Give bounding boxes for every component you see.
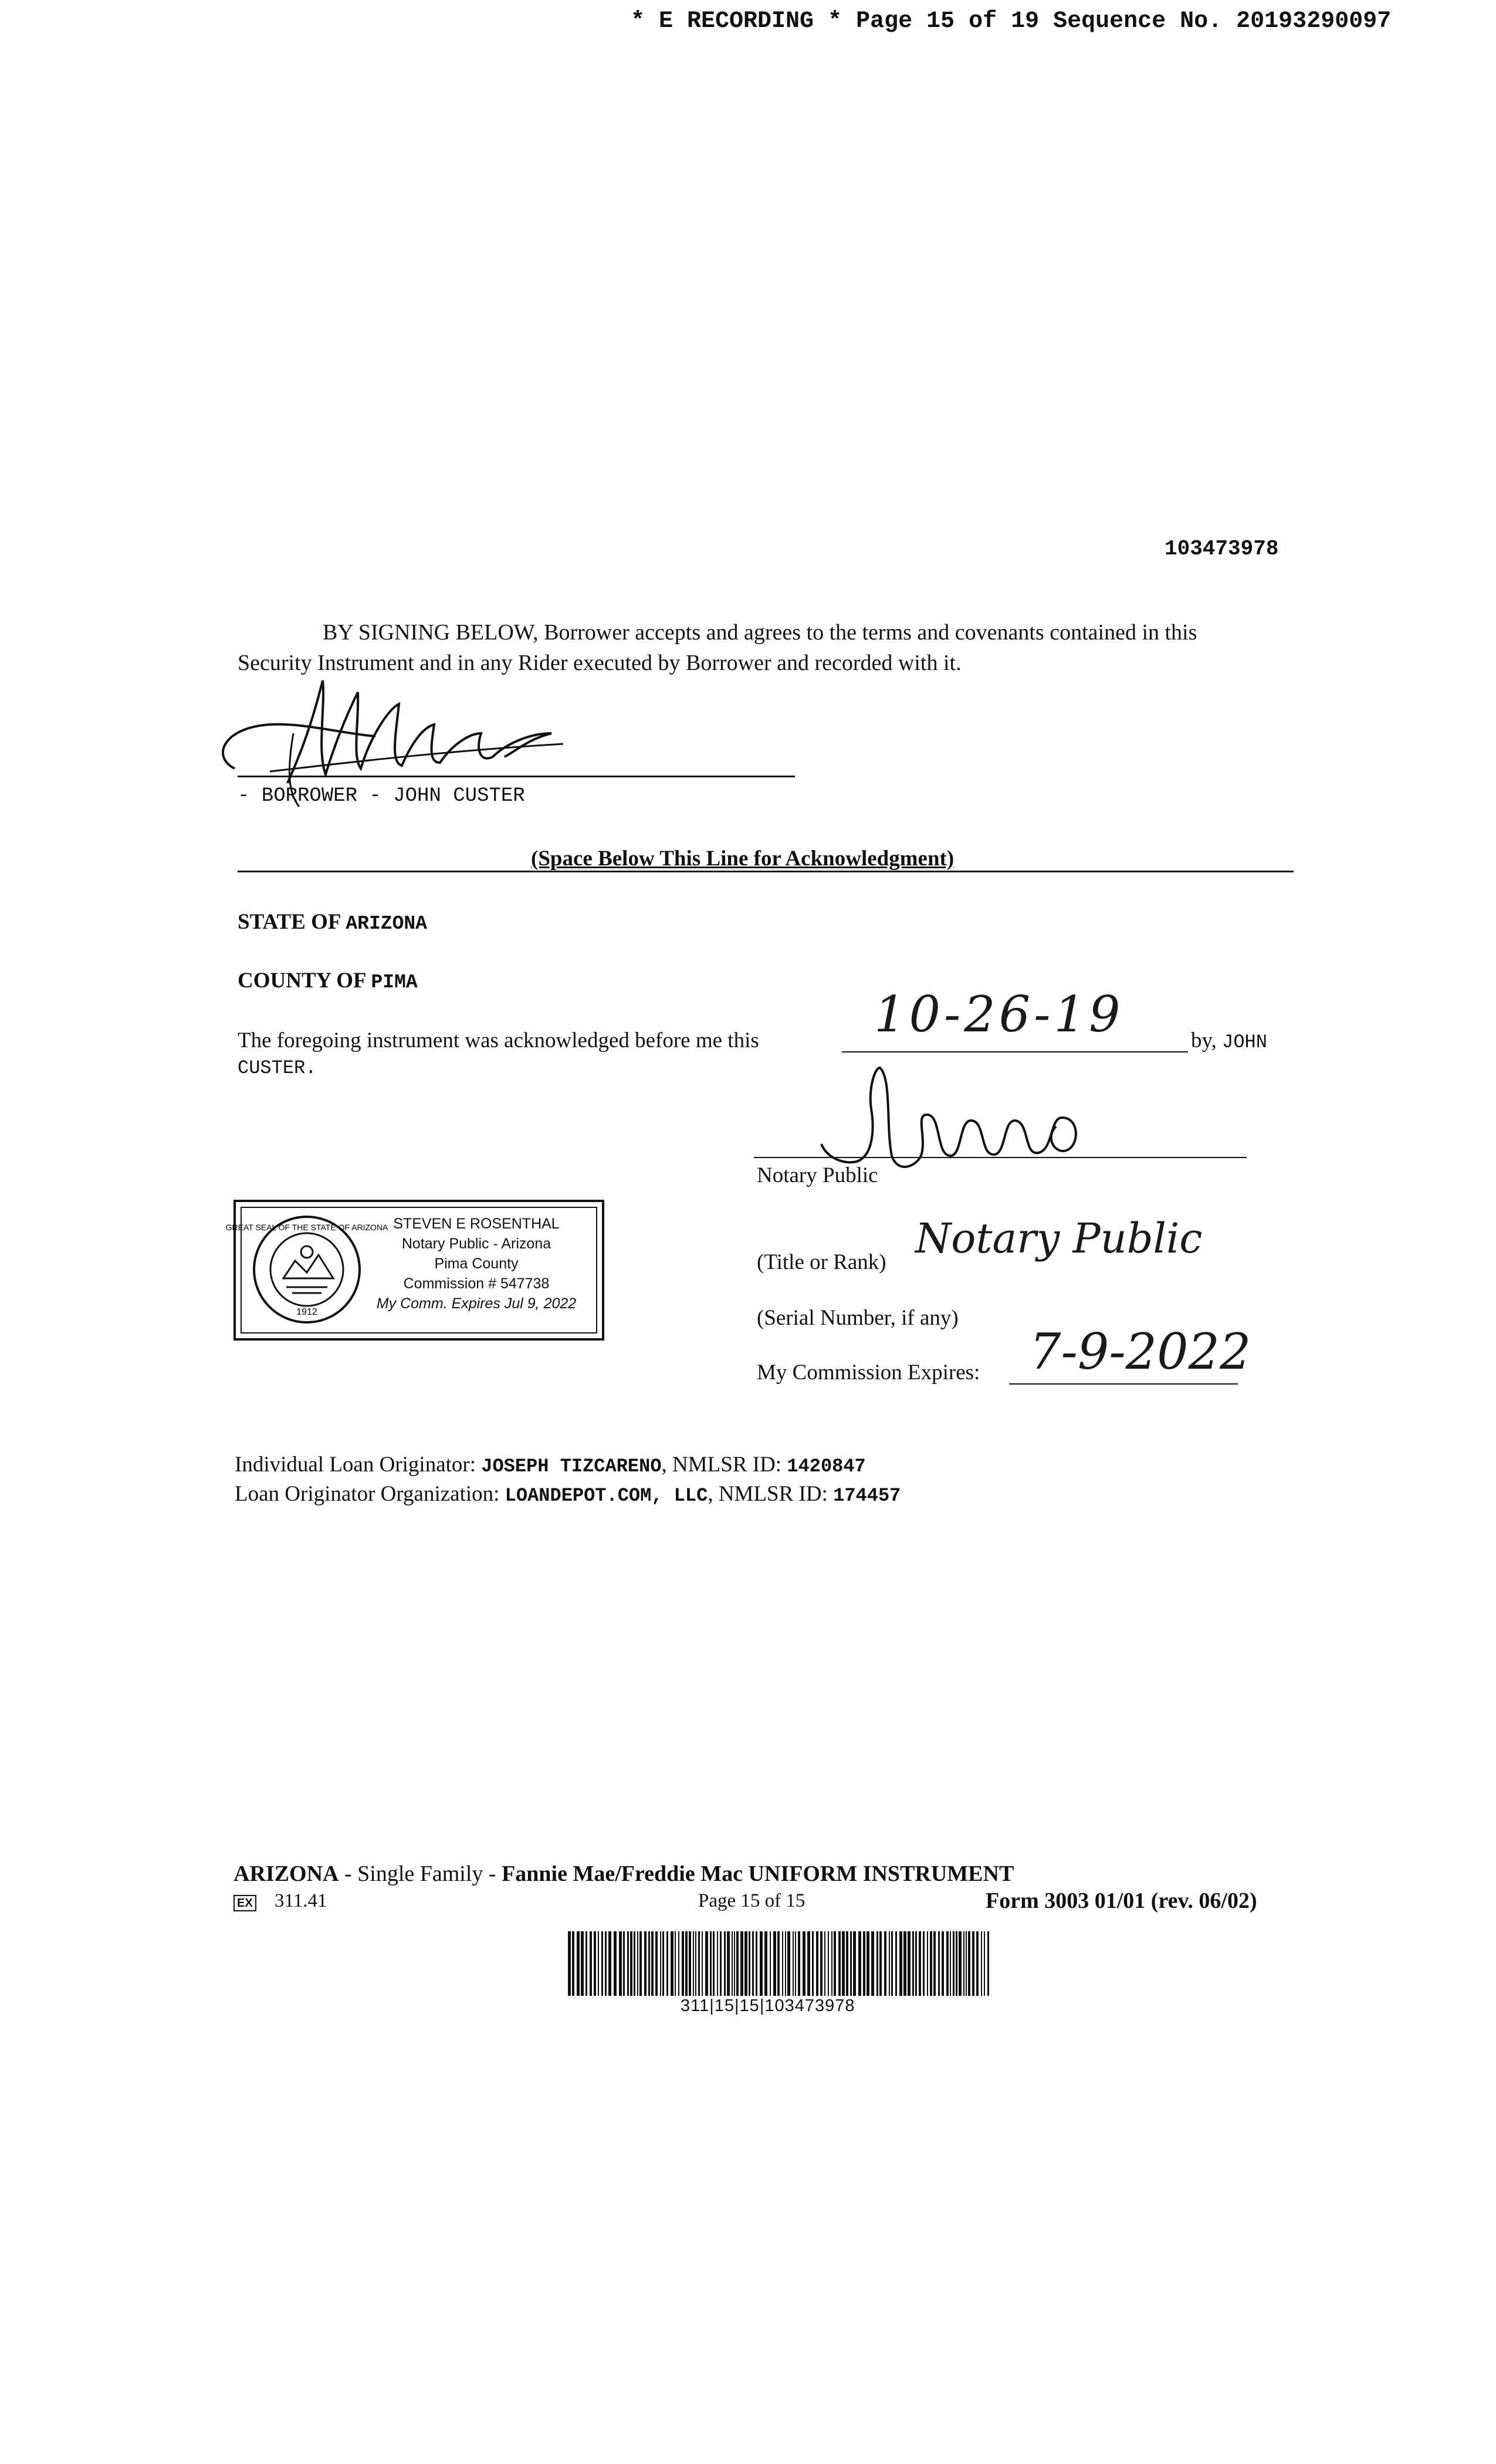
- barcode-bar: [842, 1931, 845, 1996]
- barcode-bar: [930, 1931, 932, 1996]
- barcode-bar: [895, 1931, 897, 1996]
- barcode-bar: [950, 1931, 951, 1996]
- organization-originator-id-label: , NMLSR ID:: [708, 1482, 828, 1506]
- borrower-label: - BORROWER - JOHN CUSTER: [238, 785, 525, 807]
- barcode-bar: [598, 1931, 599, 1996]
- individual-originator-line: [235, 1452, 866, 1477]
- barcode-bar: [608, 1931, 611, 1996]
- barcode-bar: [968, 1931, 970, 1996]
- barcode-bar: [695, 1931, 696, 1996]
- barcode-bar: [727, 1931, 730, 1996]
- county-line: [238, 968, 418, 993]
- barcode-bar: [876, 1931, 878, 1996]
- barcode-bar: [705, 1931, 708, 1996]
- ex-badge: EX: [233, 1895, 256, 1911]
- barcode-bar: [736, 1931, 739, 1996]
- barcode-bar: [824, 1931, 825, 1996]
- notary-stamp: [225, 1200, 604, 1341]
- barcode-bar: [908, 1931, 911, 1996]
- barcode-bar: [740, 1931, 743, 1996]
- state-label: STATE OF: [238, 910, 341, 934]
- barcode-bar: [984, 1931, 985, 1996]
- barcode-bar: [678, 1931, 679, 1996]
- barcode-bar: [891, 1931, 893, 1996]
- barcode-text: 311|15|15|103473978: [681, 1996, 855, 2015]
- barcode-bar: [828, 1931, 829, 1996]
- barcode-bar: [956, 1931, 957, 1996]
- barcode-bar: [831, 1931, 832, 1996]
- barcode-bar: [933, 1931, 936, 1996]
- barcode-bar: [720, 1931, 722, 1996]
- barcode-bar: [682, 1931, 684, 1996]
- barcode-bar: [752, 1931, 754, 1996]
- barcode-bar: [976, 1931, 979, 1996]
- barcode-bar: [846, 1931, 848, 1996]
- barcode-bar: [966, 1931, 967, 1996]
- by-text: by,: [1191, 1028, 1217, 1052]
- by-label: [1191, 1028, 1267, 1053]
- barcode-bar: [773, 1931, 776, 1996]
- individual-originator-id: 1420847: [787, 1456, 866, 1477]
- barcode-bar: [702, 1931, 703, 1996]
- individual-originator-name: JOSEPH TIZCARENO: [481, 1456, 662, 1477]
- commission-expires-label: My Commission Expires:: [757, 1360, 980, 1385]
- barcode-bar: [666, 1931, 668, 1996]
- barcode-bar: [585, 1931, 587, 1996]
- barcode-bar: [795, 1931, 796, 1996]
- notary-name: STEVEN E ROSENTHAL: [393, 1216, 560, 1232]
- barcode-bar: [927, 1931, 928, 1996]
- barcode-bar: [912, 1931, 914, 1996]
- barcode-bar: [639, 1931, 642, 1996]
- barcode-bar: [816, 1931, 818, 1996]
- form-title-type: - Single Family -: [339, 1861, 502, 1886]
- individual-originator-label: Individual Loan Originator:: [235, 1453, 476, 1477]
- barcode-bar: [953, 1931, 955, 1996]
- barcode-bar: [749, 1931, 750, 1996]
- barcode-bar: [838, 1931, 841, 1996]
- form-title: [233, 1861, 1014, 1887]
- acknowledgment-divider-line: [238, 871, 1294, 872]
- county-label: COUNTY OF: [238, 969, 366, 993]
- barcode-bar: [648, 1931, 650, 1996]
- barcode: [568, 1931, 990, 1996]
- barcode-bar: [972, 1931, 974, 1996]
- barcode-bar: [820, 1931, 823, 1996]
- notary-signature-line: [754, 1157, 1247, 1158]
- barcode-bar: [605, 1931, 607, 1996]
- barcode-bar: [630, 1931, 632, 1996]
- barcode-bar: [807, 1931, 810, 1996]
- notary-commission: Commission # 547738: [403, 1275, 550, 1292]
- barcode-bar: [803, 1931, 805, 1996]
- handwritten-commission-date: 7-9-2022: [1030, 1323, 1251, 1380]
- barcode-bar: [644, 1931, 647, 1996]
- barcode-bar: [770, 1931, 771, 1996]
- barcode-bar: [619, 1931, 622, 1996]
- barcode-bar: [685, 1931, 688, 1996]
- barcode-bar: [756, 1931, 757, 1996]
- barcode-bar: [884, 1931, 886, 1996]
- serial-number-label: (Serial Number, if any): [757, 1306, 959, 1330]
- seal-ring-text: GREAT SEAL OF THE STATE OF ARIZONA: [225, 1223, 388, 1232]
- barcode-bar: [744, 1931, 747, 1996]
- state-line: [238, 909, 427, 935]
- county-value: PIMA: [371, 972, 418, 993]
- barcode-bar: [724, 1931, 726, 1996]
- signing-statement-line2: Security Instrument and in any Rider executed by Borrower and recorded with it.: [238, 651, 962, 675]
- individual-originator-id-label: , NMLSR ID:: [661, 1453, 782, 1477]
- barcode-bar: [764, 1931, 767, 1996]
- barcode-bar: [942, 1931, 944, 1996]
- barcode-bar: [853, 1931, 856, 1996]
- barcode-bar: [660, 1931, 661, 1996]
- organization-originator-label: Loan Originator Organization:: [235, 1482, 500, 1506]
- barcode-bar: [787, 1931, 790, 1996]
- barcode-bar: [959, 1931, 962, 1996]
- foregoing-text: The foregoing instrument was acknowledged before me this: [238, 1028, 759, 1052]
- barcode-bar: [732, 1931, 733, 1996]
- barcode-bar: [662, 1931, 664, 1996]
- form-title-instrument: Fannie Mae/Freddie Mac UNIFORM INSTRUMENT: [502, 1861, 1014, 1886]
- form-title-state: ARIZONA: [233, 1861, 339, 1886]
- barcode-bar: [590, 1931, 592, 1996]
- barcode-bar: [863, 1931, 865, 1996]
- handwritten-title: Notary Public: [915, 1214, 1203, 1263]
- barcode-bar: [785, 1931, 786, 1996]
- barcode-bar: [572, 1931, 574, 1996]
- arizona-seal-icon: [225, 1214, 388, 1325]
- barcode-bar: [915, 1931, 917, 1996]
- barcode-bar: [981, 1931, 982, 1996]
- barcode-bar: [655, 1931, 658, 1996]
- barcode-bar: [923, 1931, 925, 1996]
- by-name-first: JOHN: [1222, 1031, 1267, 1053]
- barcode-bar: [614, 1931, 617, 1996]
- organization-originator-name: LOANDEPOT.COM, LLC: [505, 1485, 708, 1507]
- barcode-bar: [634, 1931, 635, 1996]
- notary-signature: [810, 1056, 1103, 1173]
- barcode-bar: [919, 1931, 921, 1996]
- barcode-bar: [637, 1931, 638, 1996]
- organization-originator-id: 174457: [833, 1485, 901, 1507]
- handwritten-date: 10-26-19: [874, 986, 1124, 1043]
- barcode-bar: [671, 1931, 673, 1996]
- barcode-bar: [760, 1931, 763, 1996]
- barcode-bar: [734, 1931, 735, 1996]
- barcode-bar: [798, 1931, 800, 1996]
- barcode-bar: [850, 1931, 852, 1996]
- notary-expires: My Comm. Expires Jul 9, 2022: [376, 1295, 577, 1312]
- notary-public-label: Notary Public: [757, 1163, 878, 1187]
- barcode-bar: [623, 1931, 625, 1996]
- seal-year: 1912: [296, 1307, 317, 1317]
- barcode-bar: [812, 1931, 814, 1996]
- barcode-bar: [777, 1931, 780, 1996]
- borrower-signature-line: [238, 776, 795, 777]
- barcode-bar: [698, 1931, 700, 1996]
- barcode-bar: [938, 1931, 940, 1996]
- barcode-bar: [713, 1931, 715, 1996]
- barcode-bar: [710, 1931, 712, 1996]
- barcode-bar: [879, 1931, 882, 1996]
- acknowledgment-divider-label: (Space Below This Line for Acknowledgment): [531, 847, 955, 871]
- form-number: Form 3003 01/01 (rev. 06/02): [986, 1888, 1257, 1913]
- barcode-bar: [675, 1931, 676, 1996]
- barcode-bar: [689, 1931, 691, 1996]
- barcode-bar: [899, 1931, 902, 1996]
- barcode-bar: [627, 1931, 629, 1996]
- barcode-bar: [651, 1931, 654, 1996]
- notary-title: Notary Public - Arizona: [401, 1236, 551, 1252]
- barcode-bar: [717, 1931, 718, 1996]
- barcode-bar: [577, 1931, 580, 1996]
- notary-county: Pima County: [434, 1255, 519, 1272]
- barcode-bar: [889, 1931, 890, 1996]
- organization-originator-line: [235, 1481, 901, 1507]
- barcode-bar: [946, 1931, 949, 1996]
- loan-number: 103473978: [1165, 537, 1279, 561]
- barcode-bar: [858, 1931, 861, 1996]
- recording-header: * E RECORDING * Page 15 of 19 Sequence No. 20193290097: [631, 8, 1392, 35]
- barcode-bar: [693, 1931, 694, 1996]
- barcode-bar: [867, 1931, 869, 1996]
- state-value: ARIZONA: [346, 913, 427, 935]
- barcode-bar: [871, 1931, 874, 1996]
- barcode-bar: [987, 1931, 989, 1996]
- by-name-last: CUSTER.: [238, 1057, 317, 1079]
- acknowledgment-date-line: [842, 1051, 1188, 1052]
- form-code: 311.41: [275, 1890, 327, 1911]
- barcode-bar: [568, 1931, 571, 1996]
- barcode-bar: [581, 1931, 584, 1996]
- signing-statement-line1: BY SIGNING BELOW, Borrower accepts and agrees to the terms and covenants contained in this: [323, 620, 1197, 645]
- barcode-bar: [601, 1931, 603, 1996]
- notary-stamp-text: [365, 1214, 588, 1314]
- barcode-bar: [963, 1931, 964, 1996]
- page-label: Page 15 of 15: [698, 1890, 805, 1911]
- title-or-rank-label: (Title or Rank): [757, 1250, 886, 1274]
- commission-expires-line: [1009, 1383, 1238, 1385]
- barcode-bar: [793, 1931, 794, 1996]
- barcode-bar: [594, 1931, 596, 1996]
- barcode-bar: [834, 1931, 836, 1996]
- barcode-bar: [903, 1931, 906, 1996]
- barcode-bar: [782, 1931, 783, 1996]
